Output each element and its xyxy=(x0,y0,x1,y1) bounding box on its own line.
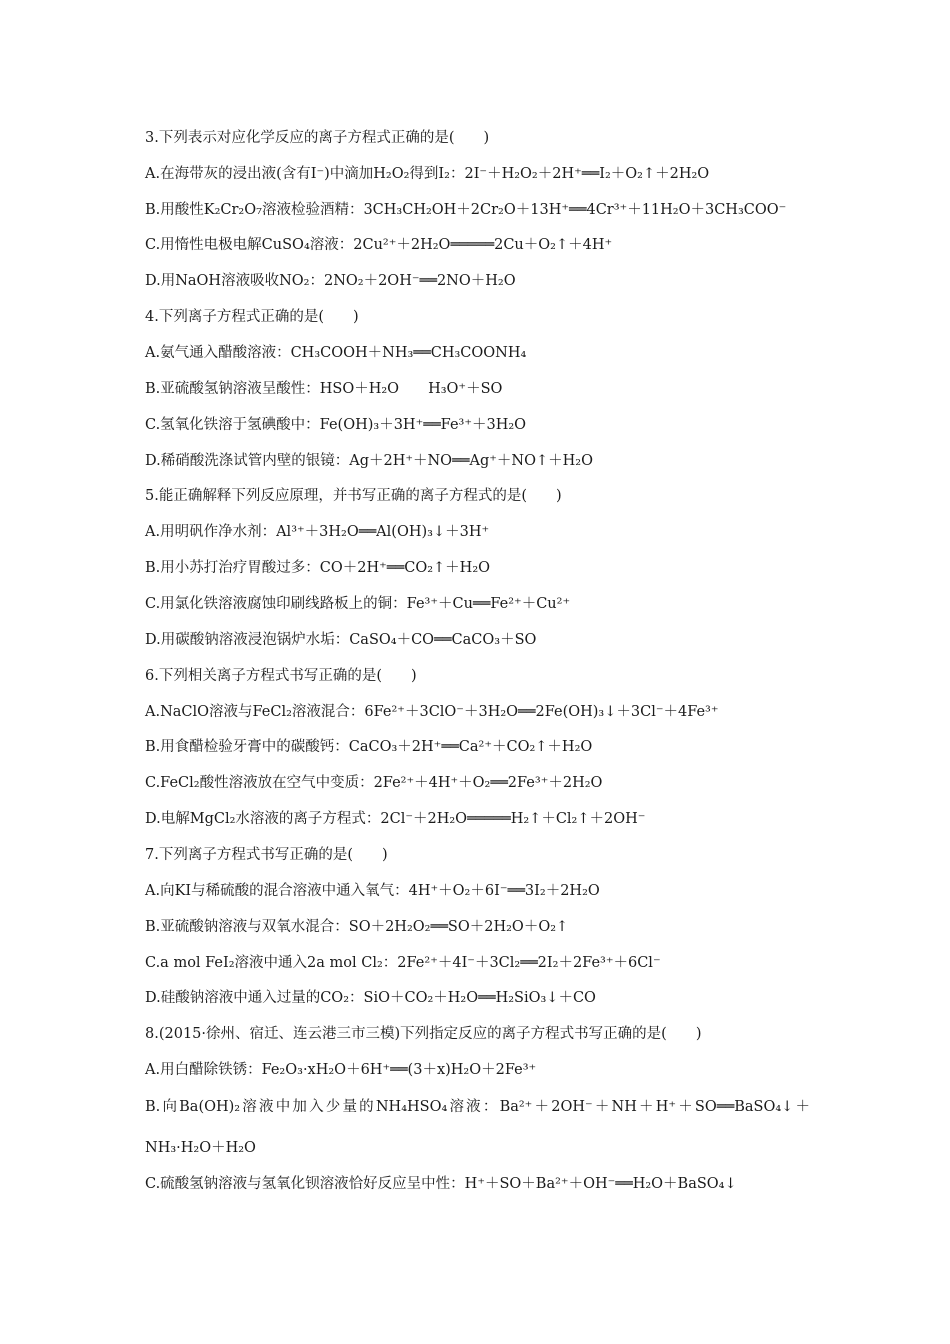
question-6-option-d: D.电解MgCl₂水溶液的离子方程式：2Cl⁻＋2H₂O═════H₂↑＋Cl₂↑＋2OH⁻ xyxy=(145,811,646,827)
question-4-option-b: B.亚硫酸氢钠溶液呈酸性：HSO＋H₂O H₃O⁺＋SO xyxy=(145,381,503,397)
question-4-stem: 4.下列离子方程式正确的是( ) xyxy=(145,309,359,325)
question-6-option-b: B.用食醋检验牙膏中的碳酸钙：CaCO₃＋2H⁺══Ca²⁺＋CO₂↑＋H₂O xyxy=(145,739,593,755)
question-5-option-c: C.用氯化铁溶液腐蚀印刷线路板上的铜：Fe³⁺＋Cu══Fe²⁺＋Cu²⁺ xyxy=(145,596,571,612)
question-7-stem: 7.下列离子方程式书写正确的是( ) xyxy=(145,847,388,863)
question-3-option-d: D.用NaOH溶液吸收NO₂：2NO₂＋2OH⁻══2NO＋H₂O xyxy=(145,273,516,289)
question-8-option-c: C.硫酸氢钠溶液与氢氧化钡溶液恰好反应呈中性：H⁺＋SO＋Ba²⁺＋OH⁻══H₂O＋BaSO₄↓ xyxy=(145,1176,737,1192)
question-7-option-b: B.亚硫酸钠溶液与双氧水混合：SO＋2H₂O₂══SO＋2H₂O＋O₂↑ xyxy=(145,919,569,935)
question-6-option-c: C.FeCl₂酸性溶液放在空气中变质：2Fe²⁺＋4H⁺＋O₂══2Fe³⁺＋2H₂O xyxy=(145,775,603,791)
question-5-option-a: A.用明矾作净水剂：Al³⁺＋3H₂O══Al(OH)₃↓＋3H⁺ xyxy=(145,524,490,540)
question-6-option-a: A.NaClO溶液与FeCl₂溶液混合：6Fe²⁺＋3ClO⁻＋3H₂O══2Fe(OH)₃↓＋3Cl⁻＋4Fe³⁺ xyxy=(145,704,719,720)
question-4-option-d: D.稀硝酸洗涤试管内壁的银镜：Ag＋2H⁺＋NO══Ag⁺＋NO↑＋H₂O xyxy=(145,453,594,469)
question-5-stem: 5.能正确解释下列反应原理，并书写正确的离子方程式的是( ) xyxy=(145,488,562,504)
question-4-option-a: A.氨气通入醋酸溶液：CH₃COOH＋NH₃══CH₃COONH₄ xyxy=(145,345,527,361)
question-7-option-a: A.向KI与稀硫酸的混合溶液中通入氧气：4H⁺＋O₂＋6I⁻══3I₂＋2H₂O xyxy=(145,883,600,899)
question-6-stem: 6.下列相关离子方程式书写正确的是( ) xyxy=(145,668,417,684)
question-4-option-c: C.氢氧化铁溶于氢碘酸中：Fe(OH)₃＋3H⁺══Fe³⁺＋3H₂O xyxy=(145,417,527,433)
question-3-option-c: C.用惰性电极电解CuSO₄溶液：2Cu²⁺＋2H₂O═════2Cu＋O₂↑＋4H⁺ xyxy=(145,237,613,253)
question-5-option-d: D.用碳酸钠溶液浸泡锅炉水垢：CaSO₄＋CO══CaCO₃＋SO xyxy=(145,632,537,648)
question-7-option-d: D.硅酸钠溶液中通入过量的CO₂：SiO＋CO₂＋H₂O══H₂SiO₃↓＋CO xyxy=(145,990,596,1006)
question-3-stem: 3.下列表示对应化学反应的离子方程式正确的是( ) xyxy=(145,130,490,146)
question-8-option-b: B.向Ba(OH)₂溶液中加入少量的NH₄HSO₄溶液：Ba²⁺＋2OH⁻＋NH＋H⁺＋SO══BaSO₄↓＋ xyxy=(145,1099,810,1115)
question-8-stem: 8.(2015·徐州、宿迁、连云港三市三模)下列指定反应的离子方程式书写正确的是( ) xyxy=(145,1026,702,1042)
question-3-option-b: B.用酸性K₂Cr₂O₇溶液检验酒精：3CH₃CH₂OH＋2Cr₂O＋13H⁺══4Cr³⁺＋11H₂O＋3CH₃COO⁻ xyxy=(145,202,787,218)
question-3-option-a: A.在海带灰的浸出液(含有I⁻)中滴加H₂O₂得到I₂：2I⁻＋H₂O₂＋2H⁺══I₂＋O₂↑＋2H₂O xyxy=(145,166,710,182)
question-8-option-b-continuation: NH₃·H₂O＋H₂O xyxy=(145,1140,256,1156)
question-5-option-b: B.用小苏打治疗胃酸过多：CO＋2H⁺══CO₂↑＋H₂O xyxy=(145,560,491,576)
question-8-option-a: A.用白醋除铁锈：Fe₂O₃·xH₂O＋6H⁺══(3＋x)H₂O＋2Fe³⁺ xyxy=(145,1062,537,1078)
question-7-option-c: C.a mol FeI₂溶液中通入2a mol Cl₂：2Fe²⁺＋4I⁻＋3Cl₂══2I₂＋2Fe³⁺＋6Cl⁻ xyxy=(145,955,661,971)
